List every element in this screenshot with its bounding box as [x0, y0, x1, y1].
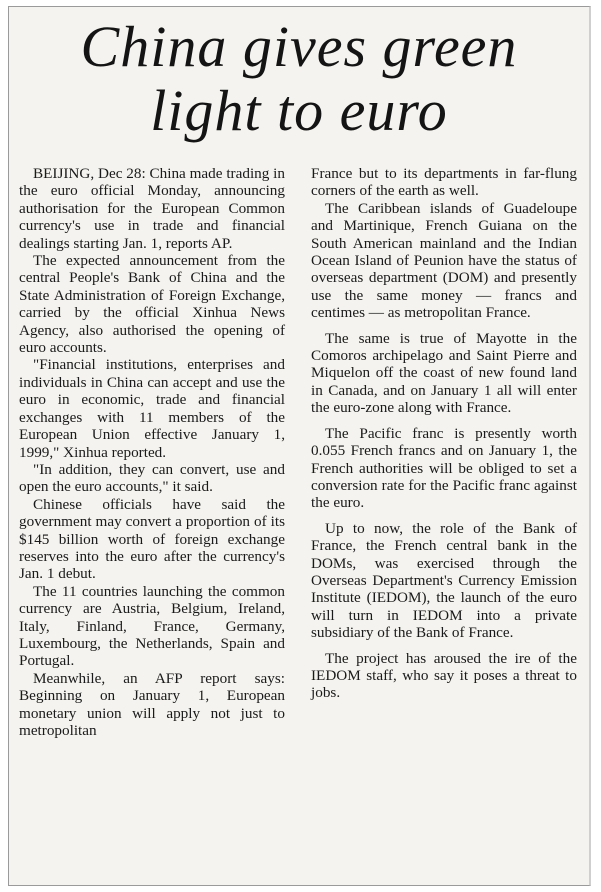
paragraph: Meanwhile, an AFP report says: Beginning on January 1, European monetary union will apply not just to metropolitan — [19, 669, 285, 739]
headline-line-1: China gives green — [80, 14, 518, 79]
paragraph: "Financial institutions, enterprises and individuals in China can accept and use the euro in economic, trade and financial exchanges with 11 members of the European Union effective January 1, 1999," Xinhua reported. — [19, 356, 285, 461]
paragraph: The expected announcement from the central People's Bank of China and the State Administration of Foreign Exchange, carried by the official Xinhua News Agency, also authorised the opening of euro accounts. — [19, 252, 285, 357]
paragraph: The Caribbean islands of Guadeloupe and Martinique, French Guiana on the South American mainland and the Indian Ocean Island of Peunion have the status of overseas department (DOM) and presently use the same money — francs and centimes — as metropolitan France. — [311, 199, 577, 322]
paragraph: Chinese officials have said the government may convert a proportion of its $145 billion worth of foreign exchange reserves into the euro after the currency's Jan. 1 debut. — [19, 495, 285, 583]
paragraph: The Pacific franc is presently worth 0.055 French francs and on January 1, the French authorities will be obliged to set a conversion rate for the Pacific franc against the euro. — [311, 424, 577, 512]
newspaper-clipping — [8, 6, 591, 886]
paragraph: BEIJING, Dec 28: China made trading in the euro official Monday, announcing authorisation for the European Common currency's use in trade and financial dealings starting Jan. 1, reports AP. — [19, 165, 285, 252]
paragraph: "In addition, they can convert, use and open the euro accounts," it said. — [19, 460, 285, 496]
headline — [9, 15, 589, 143]
paragraph: The 11 countries launching the common currency are Austria, Belgium, Ireland, Italy, Finland, France, Germany, Luxembourg, the Netherlands, Spain and Portugal. — [19, 582, 285, 670]
paragraph: The same is true of Mayotte in the Comoros archipelago and Saint Pierre and Miquelon off the coast of new found land in Canada, and on January 1 all will enter the euro-zone along with France. — [311, 329, 577, 417]
headline-line-2: light to euro — [150, 78, 448, 143]
article-left-column — [19, 165, 285, 739]
paragraph: France but to its departments in far-flung corners of the earth as well. — [311, 165, 577, 200]
paragraph: The project has aroused the ire of the IEDOM staff, who say it poses a threat to jobs. — [311, 649, 577, 702]
paragraph: Up to now, the role of the Bank of France, the French central bank in the DOMs, was exercised through the Overseas Department's Currency Emission Institute (IEDOM), the launch of the euro will turn in IEDOM into a private subsidiary of the Bank of France. — [311, 519, 577, 642]
article-right-column — [311, 165, 577, 702]
